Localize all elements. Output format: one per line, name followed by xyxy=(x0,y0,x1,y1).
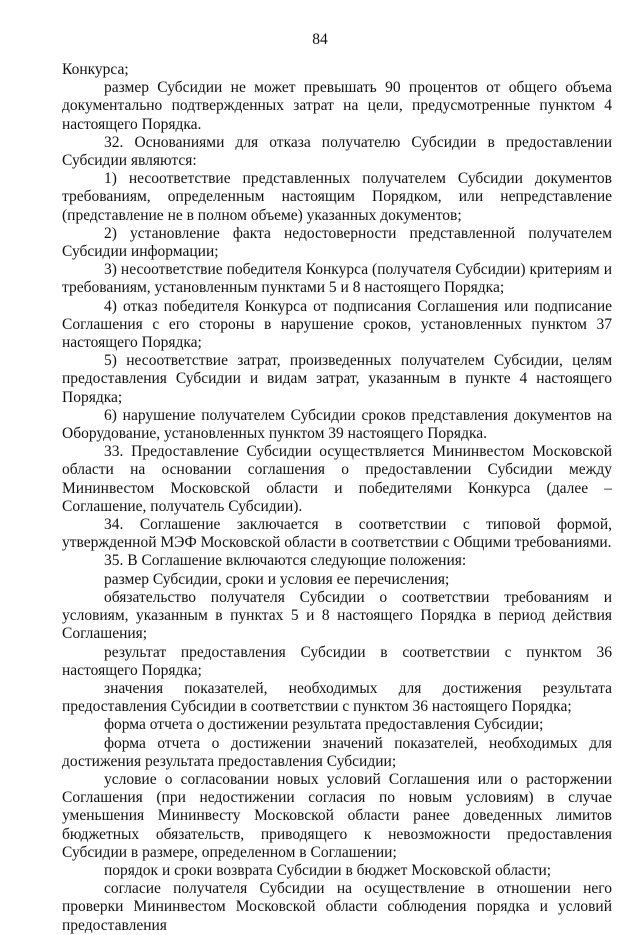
paragraph: размер Субсидии не может превышать 90 процентов от общего объема документально подтвержденных затрат на цели, предусмотренные пунктом 4 настоящего Порядка. xyxy=(62,79,612,133)
paragraph: обязательство получателя Субсидии о соответствии требованиям и условиям, указанным в пунктах 5 и 8 настоящего Порядка в период действия Соглашения; xyxy=(62,588,612,643)
paragraph: 32. Основаниями для отказа получателю Субсидии в предоставлении Субсидии являются: xyxy=(62,133,612,170)
document-body xyxy=(62,61,612,935)
paragraph: Конкурса; xyxy=(62,61,129,78)
paragraph: порядок и сроки возврата Субсидии в бюджет Московской области; xyxy=(104,861,552,879)
paragraph: 33. Предоставление Субсидии осуществляется Мининвестом Московской области на основании соглашения о предоставлении Субсидии между Мининвестом Московской области и победителями Конкурса (далее – Соглашение, получатель Субсидии). xyxy=(62,443,612,515)
paragraph: 4) отказ победителя Конкурса от подписания Соглашения или подписание Соглашения с его стороны в нарушение сроков, установленных пунктом 37 настоящего Порядка; xyxy=(62,297,612,352)
paragraph: 35. В Соглашение включаются следующие положения: xyxy=(104,552,467,570)
page-number: 84 xyxy=(312,31,328,48)
paragraph: 34. Соглашение заключается в соответствии с типовой формой, утвержденной МЭФ Московской области в соответствии с Общими требованиями. xyxy=(62,516,612,552)
paragraph: форма отчета о достижении значений показателей, необходимых для достижения результата предоставления Субсидии; xyxy=(62,734,612,770)
paragraph: 1) несоответствие представленных получателем Субсидии документов требованиям, определенным настоящим Порядком, или непредставление (представление не в полном объеме) указанных документов; xyxy=(62,170,612,224)
paragraph: 5) несоответствие затрат, произведенных получателем Субсидии, целям предоставления Субсидии и видам затрат, указанным в пункте 4 настоящего Порядка; xyxy=(62,352,612,406)
paragraph: 2) установление факта недостоверности представленной получателем Субсидии информации; xyxy=(62,224,612,261)
paragraph: размер Субсидии, сроки и условия ее перечисления; xyxy=(104,570,450,588)
paragraph: 6) нарушение получателем Субсидии сроков представления документов на Оборудование, установленных пунктом 39 настоящего Порядка. xyxy=(62,406,612,443)
paragraph: значения показателей, необходимых для достижения результата предоставления Субсидии в соответствии с пунктом 36 настоящего Порядка; xyxy=(62,679,612,716)
paragraph: согласие получателя Субсидии на осуществление в отношении него проверки Мининвестом Московской области соблюдения порядка и условий предоставления xyxy=(62,880,612,934)
paragraph: форма отчета о достижении результата предоставления Субсидии; xyxy=(104,716,544,734)
paragraph: 3) несоответствие победителя Конкурса (получателя Субсидии) критериям и требованиям, установленным пунктами 5 и 8 настоящего Порядка; xyxy=(62,261,612,297)
paragraph: условие о согласовании новых условий Соглашения или о расторжении Соглашения (при недостижении согласия по новым условиям) в случае уменьшения Мининвесту Московской области ранее доведенных лимитов бюджетных обязательств, приводящего к невозможности предоставления Субсидии в размере, определенном в Соглашении; xyxy=(62,770,612,861)
paragraph: результат предоставления Субсидии в соответствии с пунктом 36 настоящего Порядка; xyxy=(62,643,612,679)
